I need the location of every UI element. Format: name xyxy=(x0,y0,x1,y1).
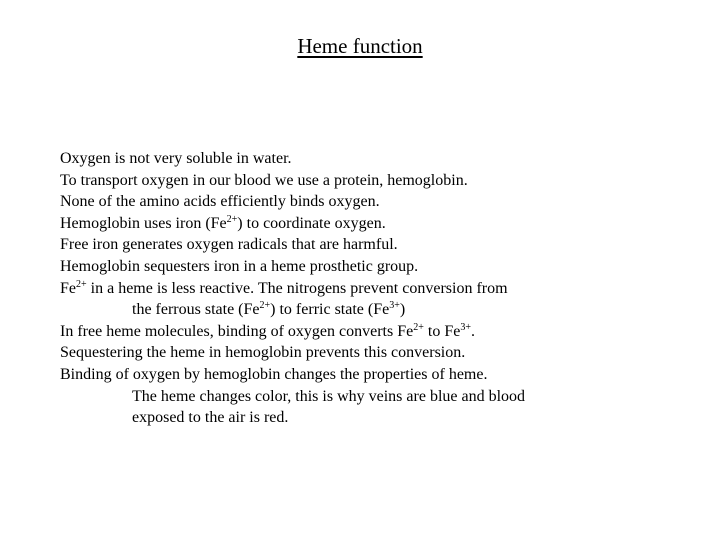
body-line-3: None of the amino acids efficiently binds oxygen. xyxy=(60,193,380,211)
body-line-8-text-a: the ferrous state (Fe xyxy=(132,301,260,319)
body-line-1: Oxygen is not very soluble in water. xyxy=(60,150,292,167)
body-line-4-text-a: Hemoglobin uses iron (Fe xyxy=(60,214,227,232)
body-line-11: Binding of oxygen by hemoglobin changes the properties of heme. xyxy=(60,365,488,383)
body-line-8-superscript-1: 2+ xyxy=(259,300,271,312)
body-line-9-text-b: to Fe xyxy=(423,322,461,340)
body-line-9-superscript-1: 2+ xyxy=(413,321,424,333)
body-line-2: To transport oxygen in our blood we use a protein, hemoglobin. xyxy=(60,171,468,189)
body-line-4-superscript: 2+ xyxy=(226,213,238,225)
body-line-9-text-a: In free heme molecules, binding of oxygen converts Fe xyxy=(60,322,414,340)
body-line-4-text-b: ) to coordinate oxygen. xyxy=(237,214,386,232)
body-line-6: Hemoglobin sequesters iron in a heme prosthetic group. xyxy=(60,257,419,275)
slide-body xyxy=(60,148,700,429)
body-line-9-superscript-2: 3+ xyxy=(460,321,471,333)
slide-title-text: Heme function xyxy=(297,34,423,58)
body-line-13: exposed to the air is red. xyxy=(132,409,289,427)
body-line-9-text-c: . xyxy=(470,322,475,340)
body-line-12: The heme changes color, this is why veins are blue and blood xyxy=(132,387,526,405)
slide-title xyxy=(0,32,720,60)
body-line-9 xyxy=(60,321,700,343)
body-line-7-text-b: in a heme is less reactive. The nitrogens prevent conversion from xyxy=(86,279,508,297)
body-line-8 xyxy=(60,299,700,321)
body-line-8-text-b: ) to ferric state (Fe xyxy=(270,301,390,319)
body-line-7 xyxy=(60,278,700,300)
body-line-10: Sequestering the heme in hemoglobin prevents this conversion. xyxy=(60,344,466,362)
body-line-8-superscript-2: 3+ xyxy=(389,300,400,312)
body-line-5: Free iron generates oxygen radicals that are harmful. xyxy=(60,236,398,254)
body-line-7-superscript: 2+ xyxy=(76,278,87,290)
body-line-7-text-a: Fe xyxy=(60,279,76,297)
body-line-8-text-c: ) xyxy=(399,301,406,319)
body-line-4 xyxy=(60,213,700,235)
